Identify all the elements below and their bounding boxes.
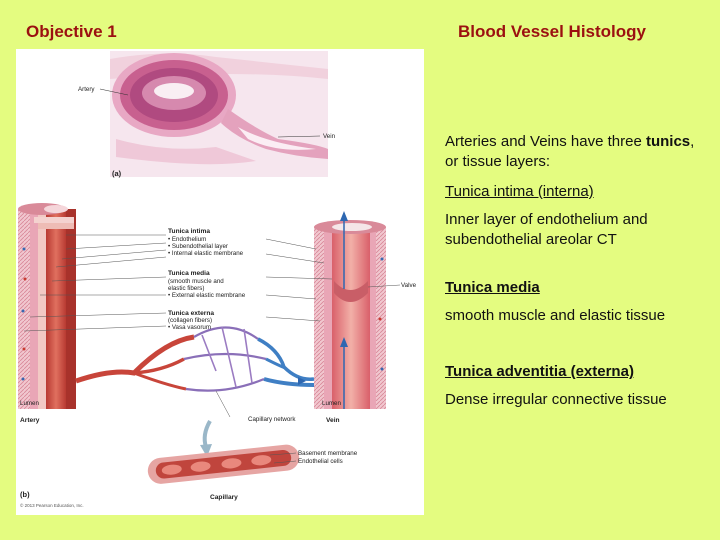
basement-membrane-label: Basement membrane — [298, 450, 358, 457]
external-elastic-callout: • External elastic membrane — [168, 292, 246, 299]
panel-b-letter: (b) — [20, 490, 30, 499]
slide-title: Blood Vessel Histology — [458, 22, 646, 41]
micrograph-panel-a — [78, 51, 336, 178]
valve-label: Valve — [401, 282, 417, 289]
tunica-media-callout: Tunica media — [168, 270, 210, 277]
tunica-adventitia-heading: Tunica adventitia (externa) — [445, 363, 634, 380]
intro-before: Arteries and Veins have three — [445, 133, 646, 150]
artery-lumen-label: Lumen — [20, 400, 39, 407]
subendothelial-callout: • Subendothelial layer — [168, 243, 228, 250]
tunica-media-heading: Tunica media — [445, 279, 540, 296]
slide-text-column — [445, 132, 710, 438]
endothelium-callout: • Endothelium — [168, 236, 207, 243]
media-sub2-callout: elastic fibers) — [168, 285, 205, 292]
endothelial-cells-label: Endothelial cells — [298, 458, 343, 465]
artery-label-b: Artery — [20, 417, 40, 424]
intro-paragraph — [445, 132, 710, 172]
capillary-network-label: Capillary network — [248, 416, 296, 423]
intro-bold-term: tunics — [645, 133, 691, 150]
copyright-text: © 2013 Pearson Education, Inc. — [20, 503, 84, 508]
objective-label: Objective 1 — [26, 22, 117, 41]
vein-lumen-label: Lumen — [322, 400, 341, 407]
vasa-vasorum-callout: • Vasa vasorum — [168, 324, 211, 331]
vessel-figure — [16, 49, 424, 515]
tunica-media-description: smooth muscle and elastic tissue — [445, 307, 666, 324]
figure-illustration — [16, 49, 424, 515]
internal-elastic-callout: • Internal elastic membrane — [168, 250, 244, 257]
tunica-intima-callout: Tunica intima — [168, 228, 211, 235]
vein-label-b: Vein — [326, 417, 340, 424]
vein-label-a: Vein — [323, 133, 336, 140]
externa-sub-callout: (collagen fibers) — [168, 317, 213, 324]
tunica-adventitia-description: Dense irregular connective tissue — [445, 391, 667, 408]
tunica-intima-heading: Tunica intima (interna) — [445, 183, 594, 200]
tunica-intima-description: Inner layer of endothelium and subendothelial areolar CT — [445, 211, 648, 248]
capillary-label: Capillary — [210, 494, 238, 501]
tunica-externa-callout: Tunica externa — [168, 310, 215, 317]
media-sub1-callout: (smooth muscle and — [168, 278, 224, 285]
artery-label-a: Artery — [78, 86, 95, 93]
intro-after: , or tissue layers: — [445, 133, 695, 170]
diagram-panel-b — [18, 203, 417, 508]
panel-a-letter: (a) — [112, 169, 122, 178]
